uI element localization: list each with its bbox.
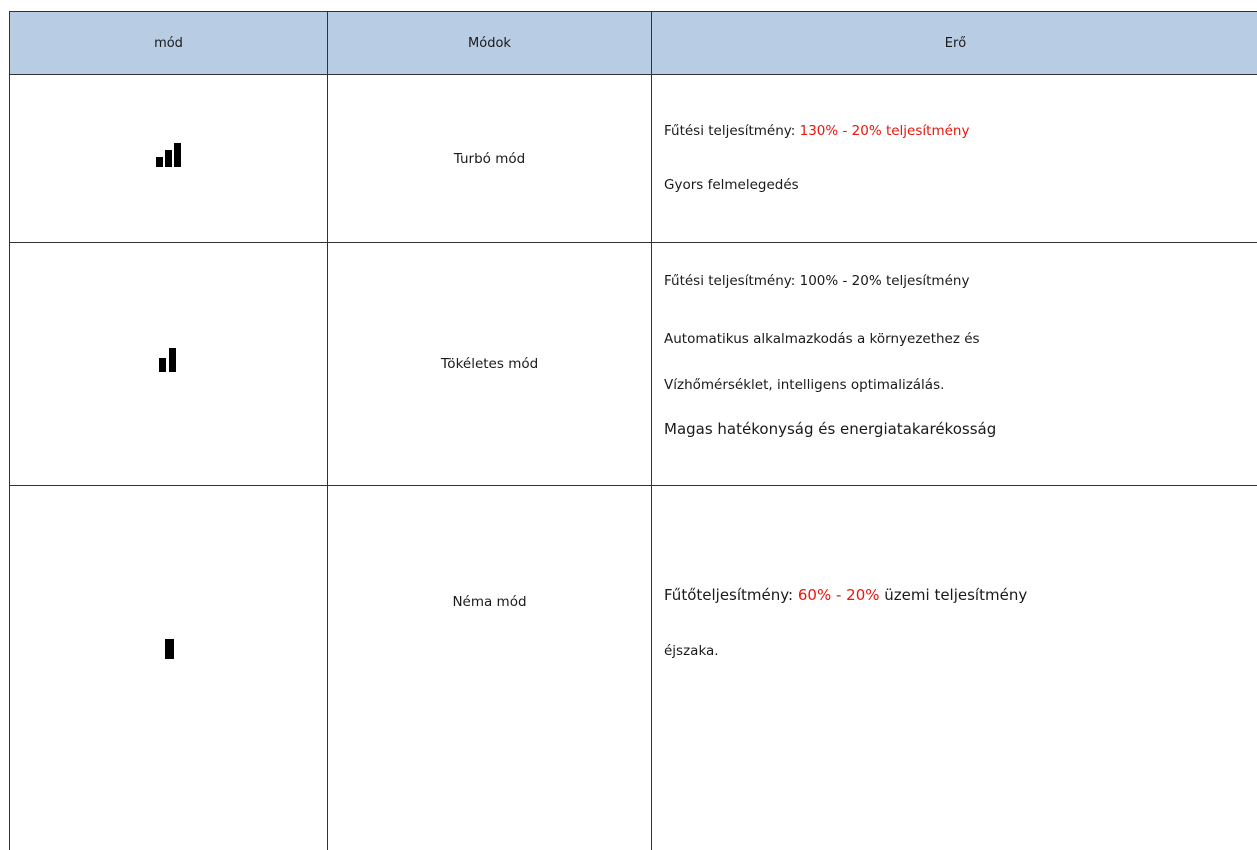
header-mode: mód: [10, 12, 328, 75]
description-line: Automatikus alkalmazkodás a környezethez és: [664, 331, 980, 347]
power-label: Fűtőteljesítmény:: [664, 586, 798, 604]
description-line: éjszaka.: [664, 643, 719, 659]
mode-icon-cell: [10, 486, 328, 850]
description-line: Magas hatékonyság és energiatakarékosság: [664, 420, 996, 438]
power-range-highlight: 130% - 20% teljesítmény: [800, 123, 970, 139]
mode-icon-cell: [10, 243, 328, 486]
modes-table-container: [9, 11, 1257, 731]
mode-icon-cell: [10, 75, 328, 243]
modes-table: [9, 11, 1257, 850]
mode-name: Tökéletes mód: [328, 243, 652, 486]
table-row: [10, 243, 1257, 486]
table-row: [10, 486, 1257, 850]
description-line: Vízhőmérséklet, intelligens optimalizálás.: [664, 377, 944, 393]
mode-name: Néma mód: [328, 486, 652, 850]
description-line: Gyors felmelegedés: [664, 177, 799, 193]
power-range-highlight: 60% - 20%: [798, 586, 880, 604]
power-label-suffix: üzemi teljesítmény: [880, 586, 1028, 604]
mode-name: Turbó mód: [328, 75, 652, 243]
mode-description: [652, 243, 1257, 486]
signal-3-bars-icon: [156, 141, 182, 167]
header-modes: Módok: [328, 12, 652, 75]
power-label: Fűtési teljesítmény:: [664, 123, 800, 139]
description-line: [664, 123, 969, 139]
signal-1-bar-icon: [156, 633, 182, 659]
header-power: Erő: [652, 12, 1257, 75]
description-line: Fűtési teljesítmény: 100% - 20% teljesítmény: [664, 273, 969, 289]
table-row: [10, 75, 1257, 243]
mode-description: [652, 486, 1257, 850]
table-header-row: [10, 12, 1257, 75]
signal-2-bars-icon: [156, 346, 182, 372]
mode-description: [652, 75, 1257, 243]
description-line: [664, 586, 1027, 604]
